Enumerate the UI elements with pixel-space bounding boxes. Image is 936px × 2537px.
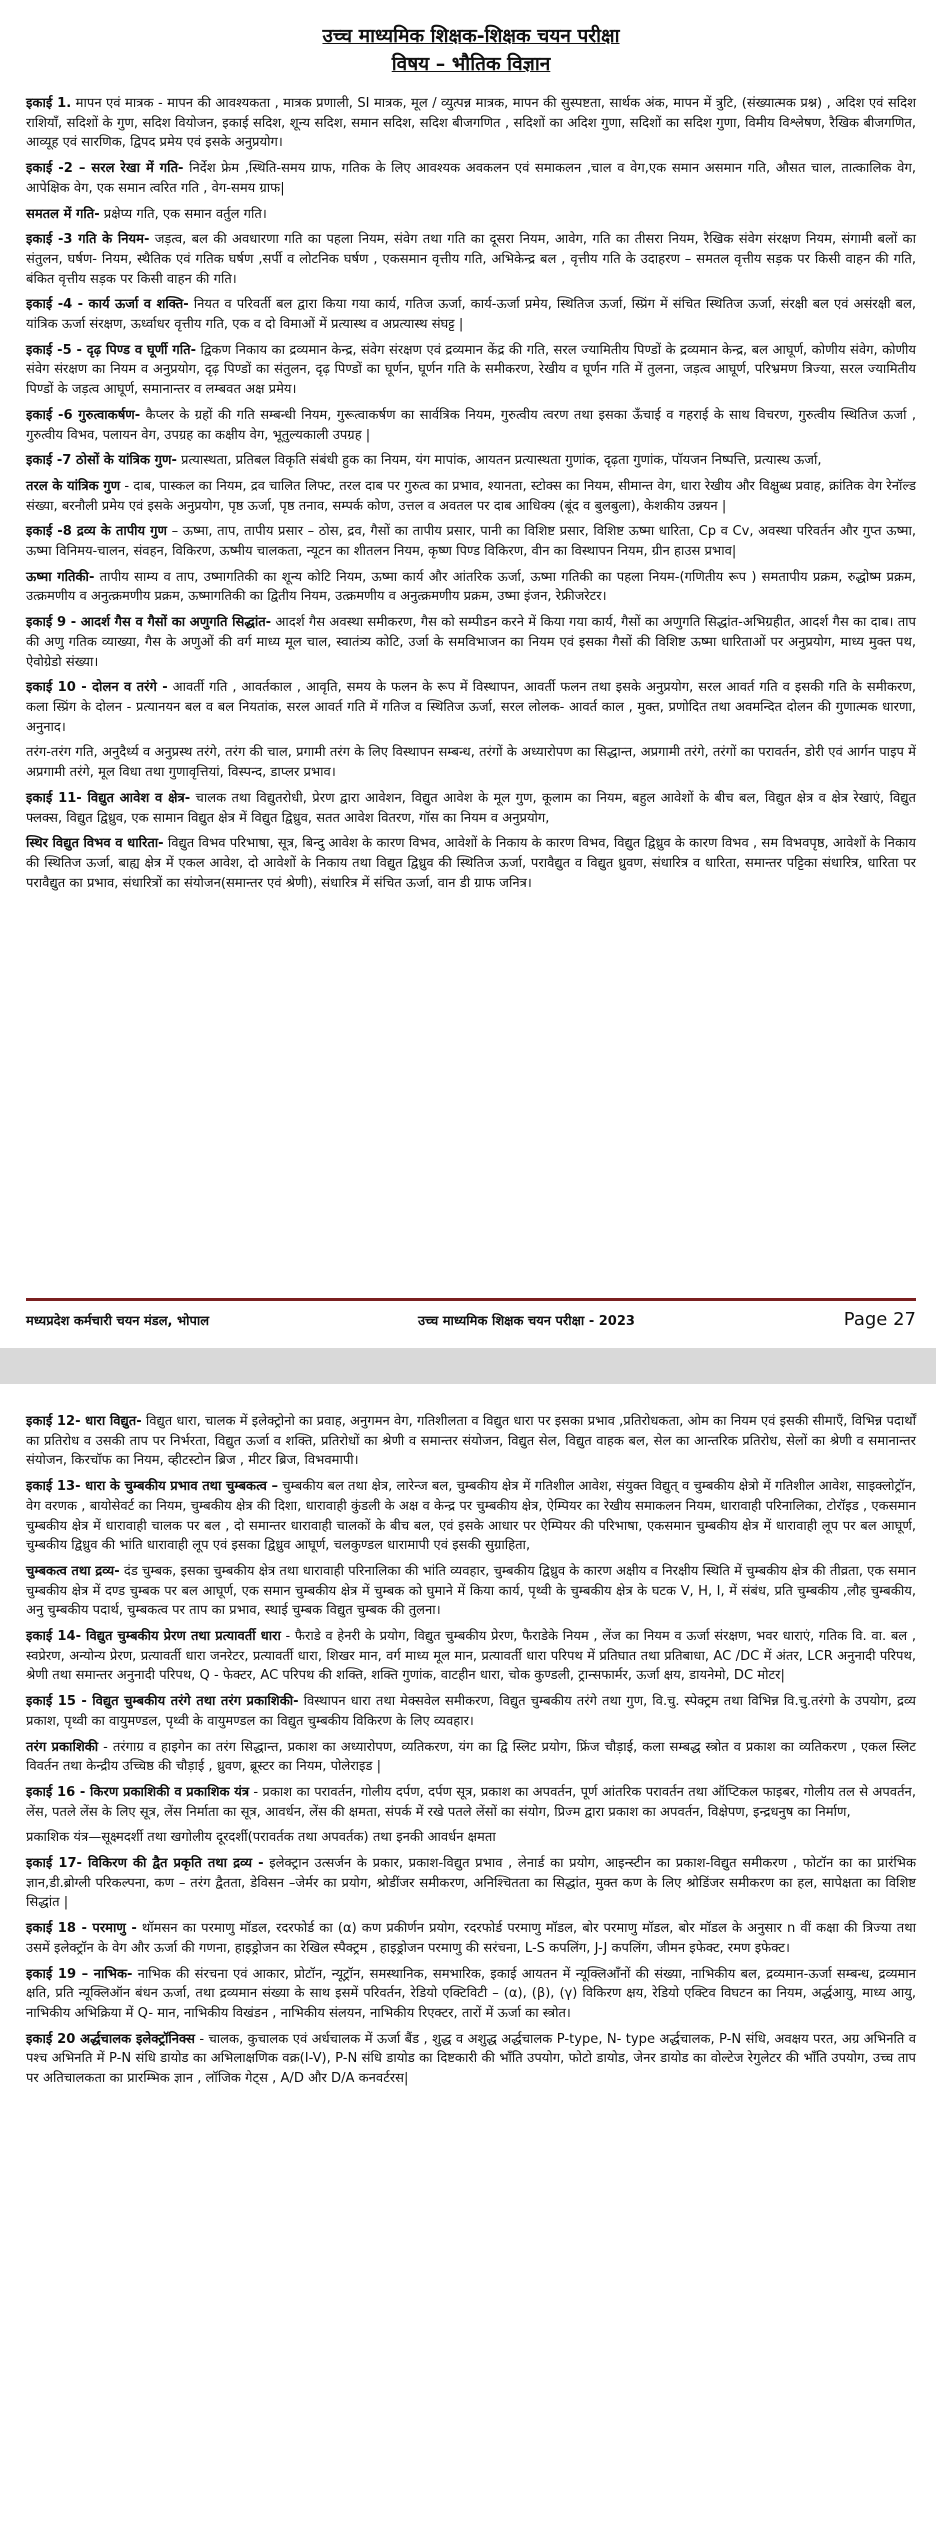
syllabus-unit (26, 1965, 916, 2024)
unit-topics: विस्थापन धारा तथा मेक्सवेल समीकरण, विद्युत चुम्बकीय तरंगे तथा गुण, वि.चु. स्पेक्ट्रम तथा विभिन्न वि.चु.तरंगो के उपयोग, द्रव्य प्रकाश, पृथ्वी का वायुमण्डल, पृथ्वी के वायुमण्डल का विद्युत चुम्बकीय विकिरण के लिए व्यवहार। (26, 1694, 917, 1729)
page-footer (26, 1298, 916, 1330)
syllabus-unit (26, 1919, 916, 1958)
unit-heading: तरंग प्रकाशिकी (26, 1739, 99, 1755)
unit-topics: चुम्बकीय बल तथा क्षेत्र, लारेन्ज बल, चुम्बकीय क्षेत्र में गतिशील आवेश, संयुक्त विद्युत् व चुम्बकीय क्षेत्रो में गतिशील आवेश, साइक्लोट्रॉन, वेग वरणक , बायोसेवर्ट का नियम, चुम्बकीय क्षेत्र की दिशा, धारावाही कुंडली के अक्ष व केन्द्र पर चुम्बकीय क्षेत्र, ऐम्पियर का रेखीय समाकलन नियम, धारावाही परिनालिका, टोरॉइड , एकसमान चुम्बकीय क्षेत्र में धारावाही चालक पर बल , दो समान्तर धारावाही चालकों के बीच बल, एवं इसके आधार पर ऐम्पियर की परिभाषा, एकसमान चुम्बकीय क्षेत्र में धारावाही लूप पर बल आघूर्ण, चुम्बकीय द्विध्रुव की भांति धारावाही लूप एवं इसका द्विध्रुव आघूर्ण, चलकुण्डल धारामापी एवं इसकी सुग्राहिता, (26, 1479, 916, 1554)
unit-topics: प्रक्षेप्य गति, एक समान वर्तुल गति। (99, 206, 267, 222)
syllabus-unit (26, 451, 916, 471)
syllabus-unit (26, 568, 916, 607)
unit-topics: आदर्श गैस अवस्था समीकरण, गैस को सम्पीडन करने में किया गया कार्य, गैसों का अणुगति सिद्धांत-अभिग्रहीत, आदर्श गैस का दाब। ताप की अणु गतिक व्याख्या, गैस के अणुओं की वर्ग माध्य मूल चाल, स्वातंत्र्य कोटि, उर्जा के समविभाजन का नियम एवं इसका गैसों की विशिष्ट ऊष्मा धारिताओं पर अनुप्रयोग, माध्य मुक्त पथ, ऐवोग्रेडो संख्या। (26, 615, 916, 670)
page-28 (0, 1384, 936, 2537)
unit-topics: - तरंगाग्र व हाइगेन का तरंग सिद्धान्त, प्रकाश का अध्यारोपण, व्यतिकरण, यंग का द्वि स्लिट प्रयोग, फ्रिंज चौड़ाई, कला सम्बद्ध स्त्रोत व प्रकाश का व्यतिकरण , एकल स्लिट विवर्तन तथा केन्द्रीय उच्चिष्ठ की चौड़ाई , ध्रुवण, ब्रूस्टर का नियम, पोलेराइड | (26, 1739, 917, 1775)
syllabus-unit (26, 2030, 916, 2089)
syllabus-unit (26, 295, 916, 334)
unit-heading: इकाई 18 - परमाणु - (26, 1921, 137, 1937)
syllabus-unit (26, 522, 916, 561)
unit-heading: तरल के यांत्रिक गुण (26, 478, 121, 494)
unit-heading: इकाई -2 – सरल रेखा में गति- (26, 161, 184, 177)
unit-topics: मापन एवं मात्रक - मापन की आवश्यकता , मात्रक प्रणाली, SI मात्रक, मूल / व्युत्पन्न मात्रक, मापन की सुस्पष्टता, सार्थक अंक, मापन में त्रुटि, (संख्यात्मक प्रश्न) , अदिश एवं सदिश राशियाँ, सदिशों के गुण, सदिश वियोजन, इकाई सदिश, शून्य सदिश, समान सदिश, सदिश बीजगणित , सदिशों का अदिश गुणा, सदिशों का सदिश गुणा, विमीय विश्लेषण, रैखिक बीजगणित, आव्यूह एवं सारणिक, द्विपद प्रमेय एवं इसके अनुप्रयोग। (26, 96, 916, 151)
syllabus-unit (26, 477, 916, 516)
unit-topics: आवर्ती गति , आवर्तकाल , आवृति, समय के फलन के रूप में विस्थापन, आवर्ती फलन तथा इसके अनुप्रयोग, सरल आवर्त गति व इसकी गति के समीकरण, कला स्प्रिंग के दोलन - प्रत्यानयन बल व बल नियतांक, सरल आवर्त गति में गतिज व स्थितिज ऊर्जा, सरल लोलक- आवर्त काल , मुक्त, प्रणोदित तथा अवमन्दित दोलन की गुणात्मक धारणा, अनुनाद। (26, 680, 916, 735)
unit-heading: इकाई 19 – नाभिक- (26, 1966, 133, 1982)
unit-heading: इकाई 16 - किरण प्रकाशिकी व प्रकाशिक यंत्र (26, 1784, 250, 1800)
syllabus-unit (26, 1854, 916, 1913)
unit-topics: थॉमसन का परमाणु मॉडल, रदरफोर्ड का (α) कण प्रकीर्णन प्रयोग, रदरफोर्ड परमाणु मॉडल, बोर परमाणु मॉडल, बोर मॉडल के अनुसार n वीं कक्षा की त्रिज्या तथा उसमें इलेक्ट्रॉन के वेग और ऊर्जा की गणना, हाइड्रोजन का रेखिल स्पैक्ट्रम , हाइड्रोजन परमाणु की सरंचना, L-S कपलिंग, J-J कपलिंग, जीमन इफेक्ट, रमण इफेक्ट। (26, 1921, 916, 1956)
unit-heading: स्थिर विद्युत विभव व धारिता- (26, 836, 164, 852)
unit-heading: इकाई 17- विकिरण की द्वैत प्रकृति तथा द्रव्य - (26, 1856, 264, 1872)
unit-heading: इकाई -3 गति के नियम- (26, 232, 150, 248)
unit-heading: इकाई 1. (26, 96, 72, 111)
unit-topics: दंड चुम्बक, इसका चुम्बकीय क्षेत्र तथा धारावाही परिनालिका की भांति व्यवहार, चुम्बकीय द्विध्रुव के कारण अक्षीय व निरक्षीय स्थिति में चुम्बकीय क्षेत्र की तीव्रता, एक समान चुम्बकीय क्षेत्र में दण्ड चुम्बक पर बल आघूर्ण, एक समान चुम्बकीय क्षेत्र में चुम्बक को घुमाने में किया कार्य, पृथ्वी के चुम्बकीय क्षेत्र के घटक V, H, I, में संबंध, प्रति चुम्बकीय ,लौह चुम्बकीय, अनु चुम्बकीय पदार्थ, चुम्बकत्व पर ताप का प्रभाव, स्थाई चुम्बक विद्युत चुम्बक की तुलना। (26, 1563, 916, 1619)
unit-heading: इकाई 9 - आदर्श गैस व गैसों का अणुगति सिद्धांत- (26, 615, 272, 631)
syllabus-unit (26, 789, 916, 828)
syllabus-unit (26, 1477, 916, 1556)
syllabus-unit (26, 1692, 916, 1731)
unit-topics: जड़त्व, बल की अवधारणा गति का पहला नियम, संवेग तथा गति का दूसरा नियम, आवेग, गति का तीसरा नियम, रैखिक संवेग संरक्षण नियम, संगामी बलों का संतुलन, घर्षण- नियम, स्थैतिक एवं गतिक घर्षण ,सर्पी व लोटनिक घर्षण , एकसमान वृत्तीय गति, अभिकेन्द्र बल , वृत्तीय गति के उदाहरण – समतल वृत्तीय सड़क पर किसी वाहन की गति, बंकित वृत्तीय सड़क पर किसी वाहन की गति। (26, 232, 917, 287)
syllabus-unit (26, 230, 916, 289)
footer-board: मध्यप्रदेश कर्मचारी चयन मंडल, भोपाल (26, 1314, 210, 1329)
syllabus-unit (26, 1562, 916, 1621)
unit-topics: तरंग-तरंग गति, अनुदैर्ध्य व अनुप्रस्थ तरंगे, तरंग की चाल, प्रगामी तरंग के लिए विस्थापन सम्बन्ध, तरंगों के अध्यारोपण का सिद्धान्त, अप्रगामी तरंगे, तरंगों का परावर्तन, डोरी एवं आर्गन पाइप में अप्रगामी तरंगे, मूल विधा तथा गुणावृत्तियां, विस्पन्द, डाप्लर प्रभाव। (26, 745, 916, 781)
subject-title: विषय – भौतिक विज्ञान (391, 53, 551, 75)
unit-topics: - चालक, कुचालक एवं अर्धचालक में ऊर्जा बैंड , शुद्ध व अशुद्ध अर्द्धचालक P-type, N- type अर्द्धचालक, P-N संधि, अवक्षय परत, अग्र अभिनति व पश्च अभिनति में P-N संधि डायोड का अभिलाक्षणिक वक्र(I-V), P-N संधि डायोड का दिष्टकारी की भाँति उपयोग, फोटो डायोड, जेनर डायोड का वोल्टेज रेगुलेटर की भाँति उपयोग, उच्च ताप पर अतिचालकता का प्रारम्भिक ज्ञान , लॉजिक गेट्स , A/D और D/A कनवर्टरस| (26, 2031, 916, 2087)
syllabus-title (26, 22, 916, 78)
unit-heading: समतल में गति- (26, 206, 100, 222)
exam-title: उच्च माध्यमिक शिक्षक-शिक्षक चयन परीक्षा (322, 25, 620, 47)
unit-heading: ऊष्मा गतिकी- (26, 569, 95, 585)
unit-heading: इकाई 14- विद्युत चुम्बकीय प्रेरण तथा प्रत्यावर्ती धारा (26, 1629, 281, 1645)
unit-topics: तापीय साम्य व ताप, उष्मागतिकी का शून्य कोटि नियम, ऊष्मा कार्य और आंतरिक ऊर्जा, ऊष्मा गतिकी का पहला नियम-(गणितीय रूप ) समतापीय प्रक्रम, रुद्धोष्म प्रक्रम, उत्क्रमणीय व अनुत्क्रमणीय प्रक्रम, ऊष्मागतिकी का द्वितीय नियम, उत्क्रमणीय व अनुत्क्रमणीय प्रक्रम, उष्मा इंजन, रेफ्रीजरेटर। (26, 569, 916, 605)
unit-topics: कैप्लर के ग्रहों की गति सम्बन्धी नियम, गुरूत्वाकर्षण का सार्वत्रिक नियम, गुरुत्वीय त्वरण तथा इसका ऊँचाई व गहराई के साथ विचरण, गुरुत्वीय स्थितिज ऊर्जा , गुरुत्वीय विभव, पलायन वेग, उपग्रह का कक्षीय वेग, भूतुल्यकाली उपग्रह | (26, 407, 916, 443)
unit-topics: - दाब, पास्कल का नियम, द्रव चालित लिफ्ट, तरल दाब पर गुरुत्व का प्रभाव, श्यानता, स्टोक्स का नियम, सीमान्त वेग, धारा रेखीय और विक्षुब्ध प्रवाह, क्रांतिक वेग रेनॉल्ड संख्या, बरनौली प्रमेय एवं इसके अनुप्रयोग, पृष्ठ ऊर्जा, पृष्ठ तनाव, सम्पर्क कोण, उत्तल व अवतल पर दाब आधिक्य (बूंद व बुलबुला), केशकीय उन्नयन | (26, 478, 916, 514)
unit-topics: चालक तथा विद्युतरोधी, प्रेरण द्वारा आवेशन, विद्युत आवेश के मूल गुण, कूलाम का नियम, बहुल आवेशों के बीच बल, विद्युत क्षेत्र व क्षेत्र रेखाएं, विद्युत फ्लक्स, विद्युत द्विध्रुव, एक सामान विद्युत क्षेत्र में विद्युत द्विध्रुव, सतत आवेश वितरण, गॉस का नियम व अनुप्रयोग, (26, 790, 916, 826)
unit-heading: इकाई 11- विद्युत आवेश व क्षेत्र- (26, 790, 191, 806)
unit-topics: नाभिक की संरचना एवं आकार, प्रोटॉन, न्यूट्रॉन, समस्थानिक, समभारिक, इकाई आयतन में न्यूक्लिआँनों की संख्या, नाभिकीय बल, द्रव्यमान-ऊर्जा सम्बन्ध, द्रव्यमान क्षति, प्रति न्यूक्लिऑन बंधन ऊर्जा, तथा द्रव्यमान संख्या के साथ इसमें परिवर्तन, रेडियो एक्टिविटी – (α), (β), (γ) विकिरण क्षय, रेडियो एक्टिव विघटन का नियम, अर्द्धआयु, माध्य आयु, नाभिकीय अभिक्रिया में Q- मान, नाभिकीय विखंडन , नाभिकीय संलयन, नाभिकीय रिएक्टर, तारों में ऊर्जा का स्त्रोत। (26, 1966, 917, 2021)
syllabus-unit (26, 1783, 916, 1822)
syllabus-unit (26, 743, 916, 782)
unit-topics: - प्रकाश का परावर्तन, गोलीय दर्पण, दर्पण सूत्र, प्रकाश का अपवर्तन, पूर्ण आंतरिक परावर्तन तथा ऑप्टिकल फाइबर, गोलीय तल से अपवर्तन, लेंस, पतले लेंस के लिए सूत्र, लेंस निर्माता का सूत्र, आवर्धन, लेंस की क्षमता, संपर्क में रखे पतले लेंसों का संयोग, प्रिज्म द्वारा प्रकाश का अपवर्तन, विक्षेपण, इन्द्रधनुष का निर्माण, (26, 1784, 916, 1820)
syllabus-unit (26, 205, 916, 225)
units-list-page1 (26, 94, 916, 893)
syllabus-unit (26, 834, 916, 893)
syllabus-unit (26, 159, 916, 198)
unit-topics: द्विकण निकाय का द्रव्यमान केन्द्र, संवेग संरक्षण एवं द्रव्यमान केंद्र की गति, सरल ज्यामितीय पिण्डों के द्रव्यमान केन्द्र, बल आघूर्ण, कोणीय संवेग, कोणीय संवेग संरक्षण का नियम व अनुप्रयोग, दृढ़ पिण्डों का संतुलन, दृढ़ पिण्डों का घूर्णन, घूर्णन गति के समीकरण, रेखीय व घूर्णन गति में तुलना, जड़त्व आघूर्ण, परिभ्रमण त्रिज्या, सरल ज्यामितीय पिण्डों के जड़त्व आघूर्ण, समानान्तर व लम्बवत अक्ष प्रमेय। (26, 342, 916, 398)
footer-exam: उच्च माध्यमिक शिक्षक चयन परीक्षा - 2023 (417, 1314, 635, 1329)
unit-heading: इकाई -6 गुरुत्वाकर्षण- (26, 407, 141, 423)
page-number: Page 27 (843, 1309, 916, 1330)
unit-topics: प्रत्यास्थता, प्रतिबल विकृति संबंधी हुक का नियम, यंग मापांक, आयतन प्रत्यास्थता गुणांक, दृढ़ता गुणांक, पॉयजन निष्पत्ति, प्रत्यास्थ ऊर्जा, (176, 453, 822, 469)
syllabus-unit (26, 1412, 916, 1471)
unit-heading: इकाई 15 - विद्युत चुम्बकीय तरंगे तथा तरंग प्रकाशिकी- (26, 1694, 299, 1710)
syllabus-unit (26, 341, 916, 400)
syllabus-unit (26, 678, 916, 737)
unit-heading: इकाई -4 - कार्य ऊर्जा व शक्ति- (26, 297, 189, 313)
unit-topics: – ऊष्मा, ताप, तापीय प्रसार – ठोस, द्रव, गैसों का तापीय प्रसार, पानी का विशिष्ट प्रसार, विशिष्ट ऊष्मा धारिता, Cp व Cv, अवस्था परिवर्तन और गुप्त ऊष्मा, ऊष्मा विनिमय-चालन, संवहन, विकिरण, ऊष्मीय चालकता, न्यूटन का शीतलन नियम, कृष्ण पिण्ड विकिरण, वीन का विस्थापन नियम, ग्रीन हाउस प्रभाव| (26, 524, 917, 560)
unit-topics: - फैराडे व हेनरी के प्रयोग, विद्युत चुम्बकीय प्रेरण, फैराडेके नियम , लेंज का नियम व ऊर्जा संरक्षण, भवर धाराएं, गतिक वि. वा. बल , स्वप्रेरण, अन्योन्य प्रेरण, प्रत्यावर्ती धारा जनरेटर, प्रत्यावर्ती धारा, शिखर मान, वर्ग माध्य मूल मान, प्रत्यावर्ती धारा परिपथ में प्रतिघात तथा प्रतिबाधा, AC /DC में अंतर, LCR अनुनादी परिपथ, श्रेणी तथा समान्तर अनुनादी परिपथ, Q - फेक्टर, AC परिपथ की शक्ति, शक्ति गुणांक, वाटहीन धारा, चोक कुण्डली, ट्रान्सफार्मर, ऊर्जा क्षय, डायनेमो, DC मोटर| (26, 1629, 916, 1684)
unit-heading: इकाई 10 - दोलन व तरंगे - (26, 680, 168, 696)
unit-topics: इलेक्ट्रान उत्सर्जन के प्रकार, प्रकाश-विद्युत प्रभाव , लेनार्ड का प्रयोग, आइन्स्टीन का प्रकाश-विद्युत समीकरण , फोटॉन का का प्रारंभिक ज्ञान,डी.ब्रोग्ली परिकल्पना, कण – तरंग द्वैतता, डेविसन –जेर्मर का प्रयोग, श्रोडींजर समीकरण, अनिश्चितता का सिद्धांत, मुक्त कण के लिए श्रोडिंजर समीकरण का हल, सापेक्षता का विशिष्ट सिद्धांत | (26, 1856, 916, 1911)
syllabus-unit (26, 1828, 916, 1848)
unit-heading: इकाई 12- धारा विद्युत- (26, 1414, 142, 1429)
syllabus-unit (26, 94, 916, 153)
unit-heading: इकाई 20 अर्द्धचालक इलेक्ट्रॉनिक्स (26, 2031, 195, 2047)
unit-topics: निर्देश फ्रेम ,स्थिति-समय ग्राफ, गतिक के लिए आवश्यक अवकलन एवं समाकलन ,चाल व वेग,एक समान असमान गति, औसत चाल, तात्कालिक वेग, आपेक्षिक वेग, एक समान त्वरित गति , वेग-समय ग्राफ| (26, 161, 916, 196)
unit-heading: इकाई 13- धारा के चुम्बकीय प्रभाव तथा चुम्बकत्व – (26, 1479, 279, 1495)
syllabus-unit (26, 1627, 916, 1686)
units-list-page2 (26, 1412, 916, 2089)
syllabus-unit (26, 1738, 916, 1777)
unit-topics: नियत व परिवर्ती बल द्वारा किया गया कार्य, गतिज ऊर्जा, कार्य-ऊर्जा प्रमेय, स्थितिज ऊर्जा, स्प्रिंग में संचित स्थितिज ऊर्जा, संरक्षी बल एवं असंरक्षी बल, यांत्रिक ऊर्जा संरक्षण, ऊर्ध्वाधर वृत्तीय गति, एक व दो विमाओं में प्रत्यास्थ व अप्रत्यास्थ संघट्ट | (26, 297, 916, 333)
unit-topics: विद्युत धारा, चालक में इलेक्ट्रोनो का प्रवाह, अनुगमन वेग, गतिशीलता व विद्युत धारा पर इसका प्रभाव ,प्रतिरोधकता, ओम का नियम एवं इसकी सीमाएँ, विभिन्न पदार्थों का प्रतिरोध व उसकी ताप पर निर्भरता, विद्युत ऊर्जा व शक्ति, प्रतिरोधों का श्रेणी व समान्तर संयोजन, विद्युत सेल, विद्युत वाहक बल, सेल का आन्तरिक प्रतिरोध, सेलों का श्रेणी व समानान्तर संयोजन, किरचॉफ का नियम, व्हीटस्टोन ब्रिज , मीटर ब्रिज, विभवमापी। (26, 1414, 916, 1469)
unit-heading: इकाई -7 ठोसों के यांत्रिक गुण- (26, 453, 177, 469)
unit-topics: विद्युत विभव परिभाषा, सूत्र, बिन्दु आवेश के कारण विभव, आवेशों के निकाय के कारण विभव, विद्युत द्विध्रुव के कारण विभव , सम विभवपृष्ठ, आवेशों के निकाय की स्थितिज ऊर्जा, बाह्य क्षेत्र में एकल आवेश, दो आवेशों के निकाय तथा विद्युत द्विध्रुव की स्थितिज ऊर्जा, परावैद्युत व विद्युत ध्रुवण, संधारित्र व धारिता, समान्तर पट्टिका संधारित्र, धारिता पर परावैद्युत का प्रभाव, संधारित्रों का संयोजन(समान्तर एवं श्रेणी), संधारित्र में संचित ऊर्जा, वान डी ग्राफ जनित्र। (26, 836, 916, 891)
syllabus-unit (26, 613, 916, 672)
unit-topics: प्रकाशिक यंत्र—सूक्ष्मदर्शी तथा खगोलीय दूरदर्शी(परावर्तक तथा अपवर्तक) तथा इनकी आवर्धन क्षमता (26, 1830, 496, 1846)
syllabus-unit (26, 406, 916, 445)
unit-heading: इकाई -5 - दृढ़ पिण्ड व घूर्णी गति- (26, 342, 197, 358)
unit-heading: चुम्बकत्व तथा द्रव्य- (26, 1563, 120, 1579)
unit-heading: इकाई -8 द्रव्य के तापीय गुण (26, 524, 167, 540)
